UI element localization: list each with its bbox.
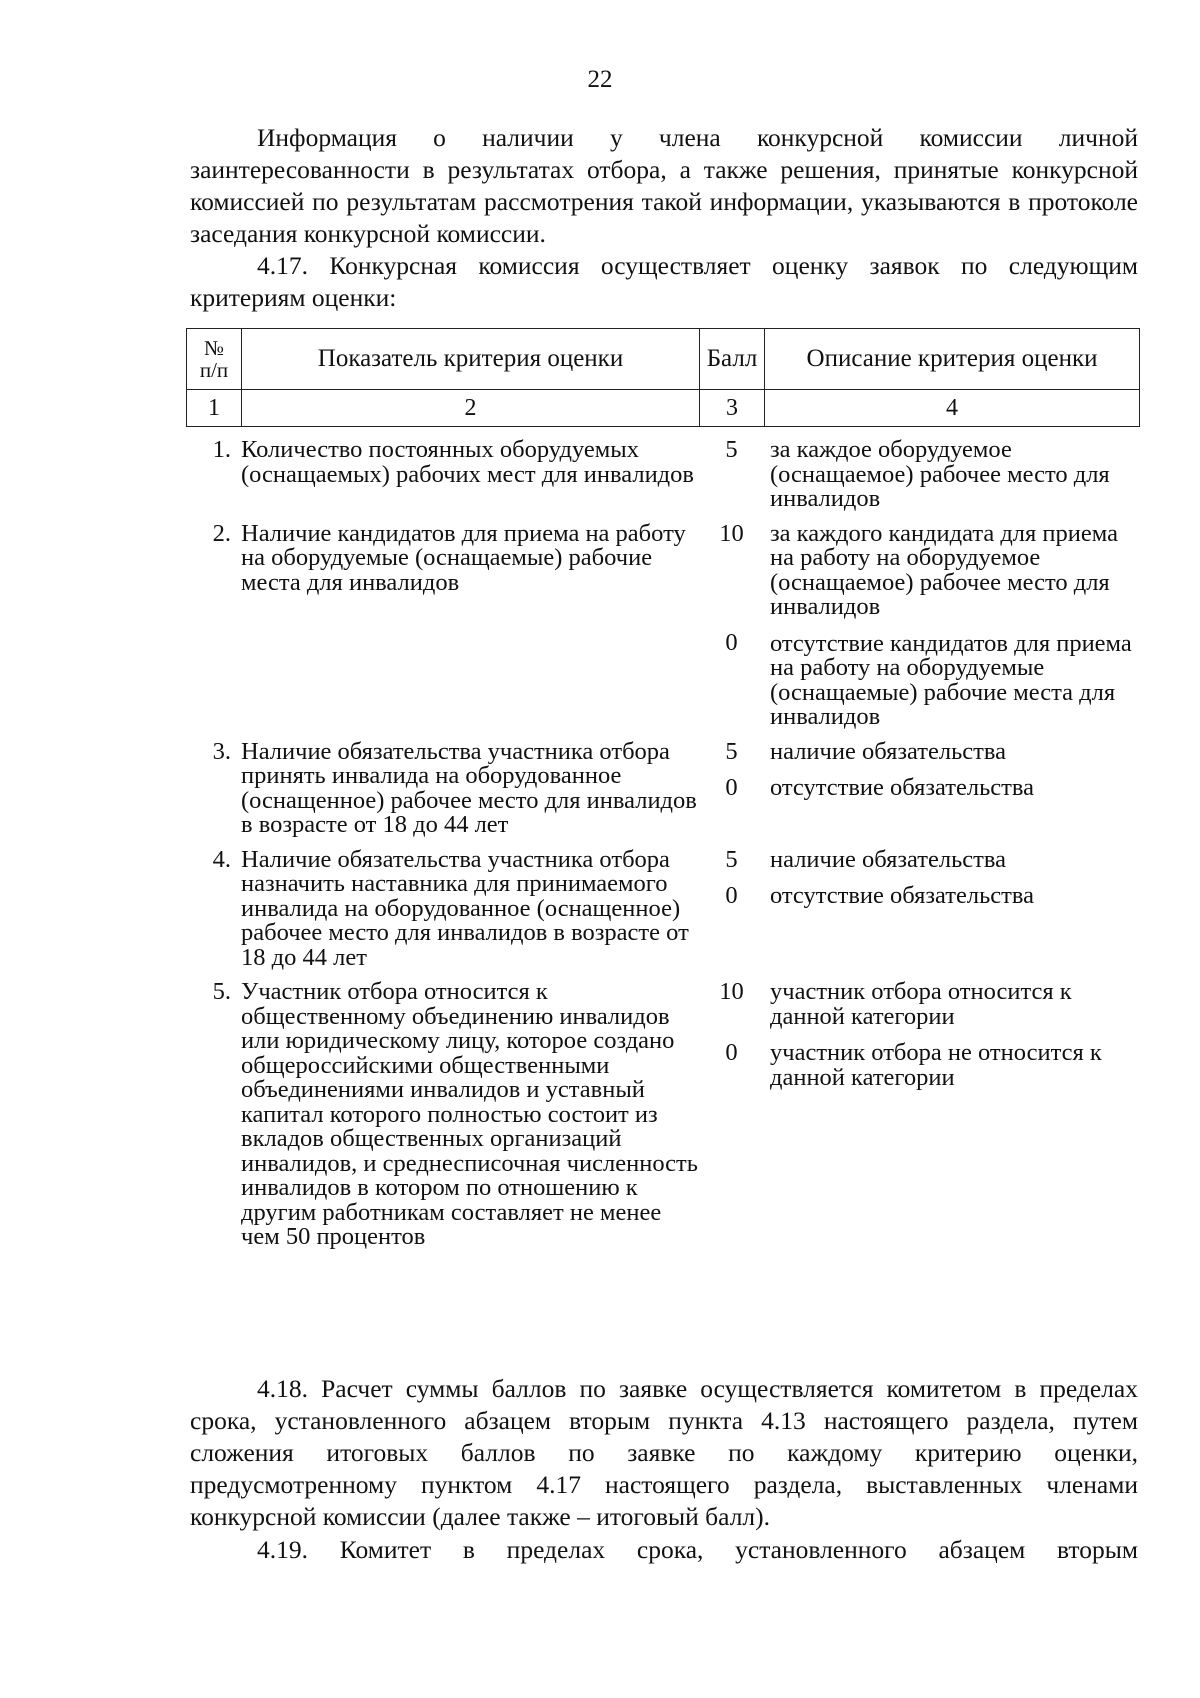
row-number: 2. [212,519,231,547]
criteria-table-body [186,438,1139,1260]
table-row [186,522,1139,740]
header-indicator: Показатель критерия оценки [242,329,700,390]
row-indicator: Количество постоянных оборудуемых (оснащаемых) рабочих мест для инвалидов [241,436,694,488]
row-number: 5. [212,978,231,1005]
header-description: Описание критерия оценки [765,329,1140,390]
row-scores [699,519,764,740]
score-value: 5 [725,436,738,463]
score-value: 5 [725,845,738,873]
table-header-row [187,329,1140,390]
row-descriptions [764,519,1139,740]
row-scores [699,737,764,848]
row-number: 3. [212,737,231,765]
score-description: участник отбора относится к данной категории [770,978,1072,1030]
score-value: 0 [725,882,738,909]
paragraph-4-17: 4.17. Конкурсная комиссия осуществляет оценку заявок по следующим критериям оценки: [190,251,1138,312]
header-number-abbrev: п/п [199,358,229,382]
score-description: участник отбора не относится к данной категории [770,1039,1102,1091]
row-number: 1. [212,436,231,463]
score-description: наличие обязательства [770,845,1006,873]
row-scores [699,438,764,522]
paragraph-4-19: 4.19. Комитет в пределах срока, установленного абзацем вторым [257,1535,1138,1564]
row-scores [699,845,764,981]
table-row [186,438,1139,522]
score-value: 0 [725,629,738,656]
row-descriptions [764,845,1139,981]
row-indicator: Наличие обязательства участника отбора назначить наставника для принимаемого инвалида на оборудованное (оснащенное) рабочее место для инвалидов в возрасте от 18 до 44 лет [241,845,689,971]
score-description: отсутствие обязательства [770,774,1034,801]
column-number-2: 2 [242,390,700,427]
paragraph-conflict-of-interest: Информация о наличии у члена конкурсной комиссии личной заинтересованности в результатах отбора, а также решения, принятые конкурсной комиссией по результатам рассмотрения такой информации, указываются в протоколе заседания конкурсной комиссии. [190,123,1138,248]
row-scores [699,980,764,1260]
row-indicator: Участник отбора относится к общественному объединению инвалидов или юридическому лицу, которое создано общероссийскими общественными объединениями инвалидов и уставный капитал которого полностью состоит из вкладов общественных организаций инвалидов, и среднесписочная численность инвалидов в котором по отношению к другим работникам составляет не менее чем 50 процентов [241,978,698,1250]
column-number-3: 3 [700,390,765,427]
table-row [186,740,1139,848]
column-number-1: 1 [187,390,242,427]
column-number-4: 4 [765,390,1140,427]
score-value: 5 [725,737,738,765]
score-description: за каждого кандидата для приема на работу на оборудуемое (оснащаемое) рабочее место для инвалидов [770,519,1118,620]
score-value: 0 [725,774,738,801]
row-descriptions [764,438,1139,522]
page-number: 22 [587,66,613,93]
paragraph-4-18: 4.18. Расчет суммы баллов по заявке осуществляется комитетом в пределах срока, установленного абзацем вторым пункта 4.13 настоящего раздела, путем сложения итоговых баллов по заявке по каждому критерию оценки, предусмотренному пунктом 4.17 настоящего раздела, выставленных членами конкурсной комиссии (далее также – итоговый балл). [190,1374,1138,1531]
row-descriptions [764,980,1139,1260]
score-description: наличие обязательства [770,737,1006,765]
table-row [186,980,1139,1260]
score-description: за каждое оборудуемое (оснащаемое) рабочее место для инвалидов [770,436,1110,512]
header-score: Балл [700,329,765,390]
table-row [186,848,1139,981]
row-number: 4. [212,845,231,873]
score-description: отсутствие кандидатов для приема на работу на оборудуемые (оснащаемые) рабочие места для инвалидов [770,629,1132,730]
score-value: 10 [719,519,744,547]
score-description: отсутствие обязательства [770,882,1034,909]
row-descriptions [764,737,1139,848]
row-indicator: Наличие обязательства участника отбора принять инвалида на оборудованное (оснащенное) рабочее место для инвалидов в возрасте от 18 до 44 лет [241,737,697,838]
row-indicator: Наличие кандидатов для приема на работу на оборудуемые (оснащаемые) рабочие места для инвалидов [241,519,686,596]
header-number-symbol: № [203,336,225,360]
score-value: 10 [719,978,744,1005]
criteria-table-header [186,328,1140,427]
score-value: 0 [725,1038,738,1066]
table-column-number-row [187,390,1140,427]
header-number-cell [187,329,242,390]
